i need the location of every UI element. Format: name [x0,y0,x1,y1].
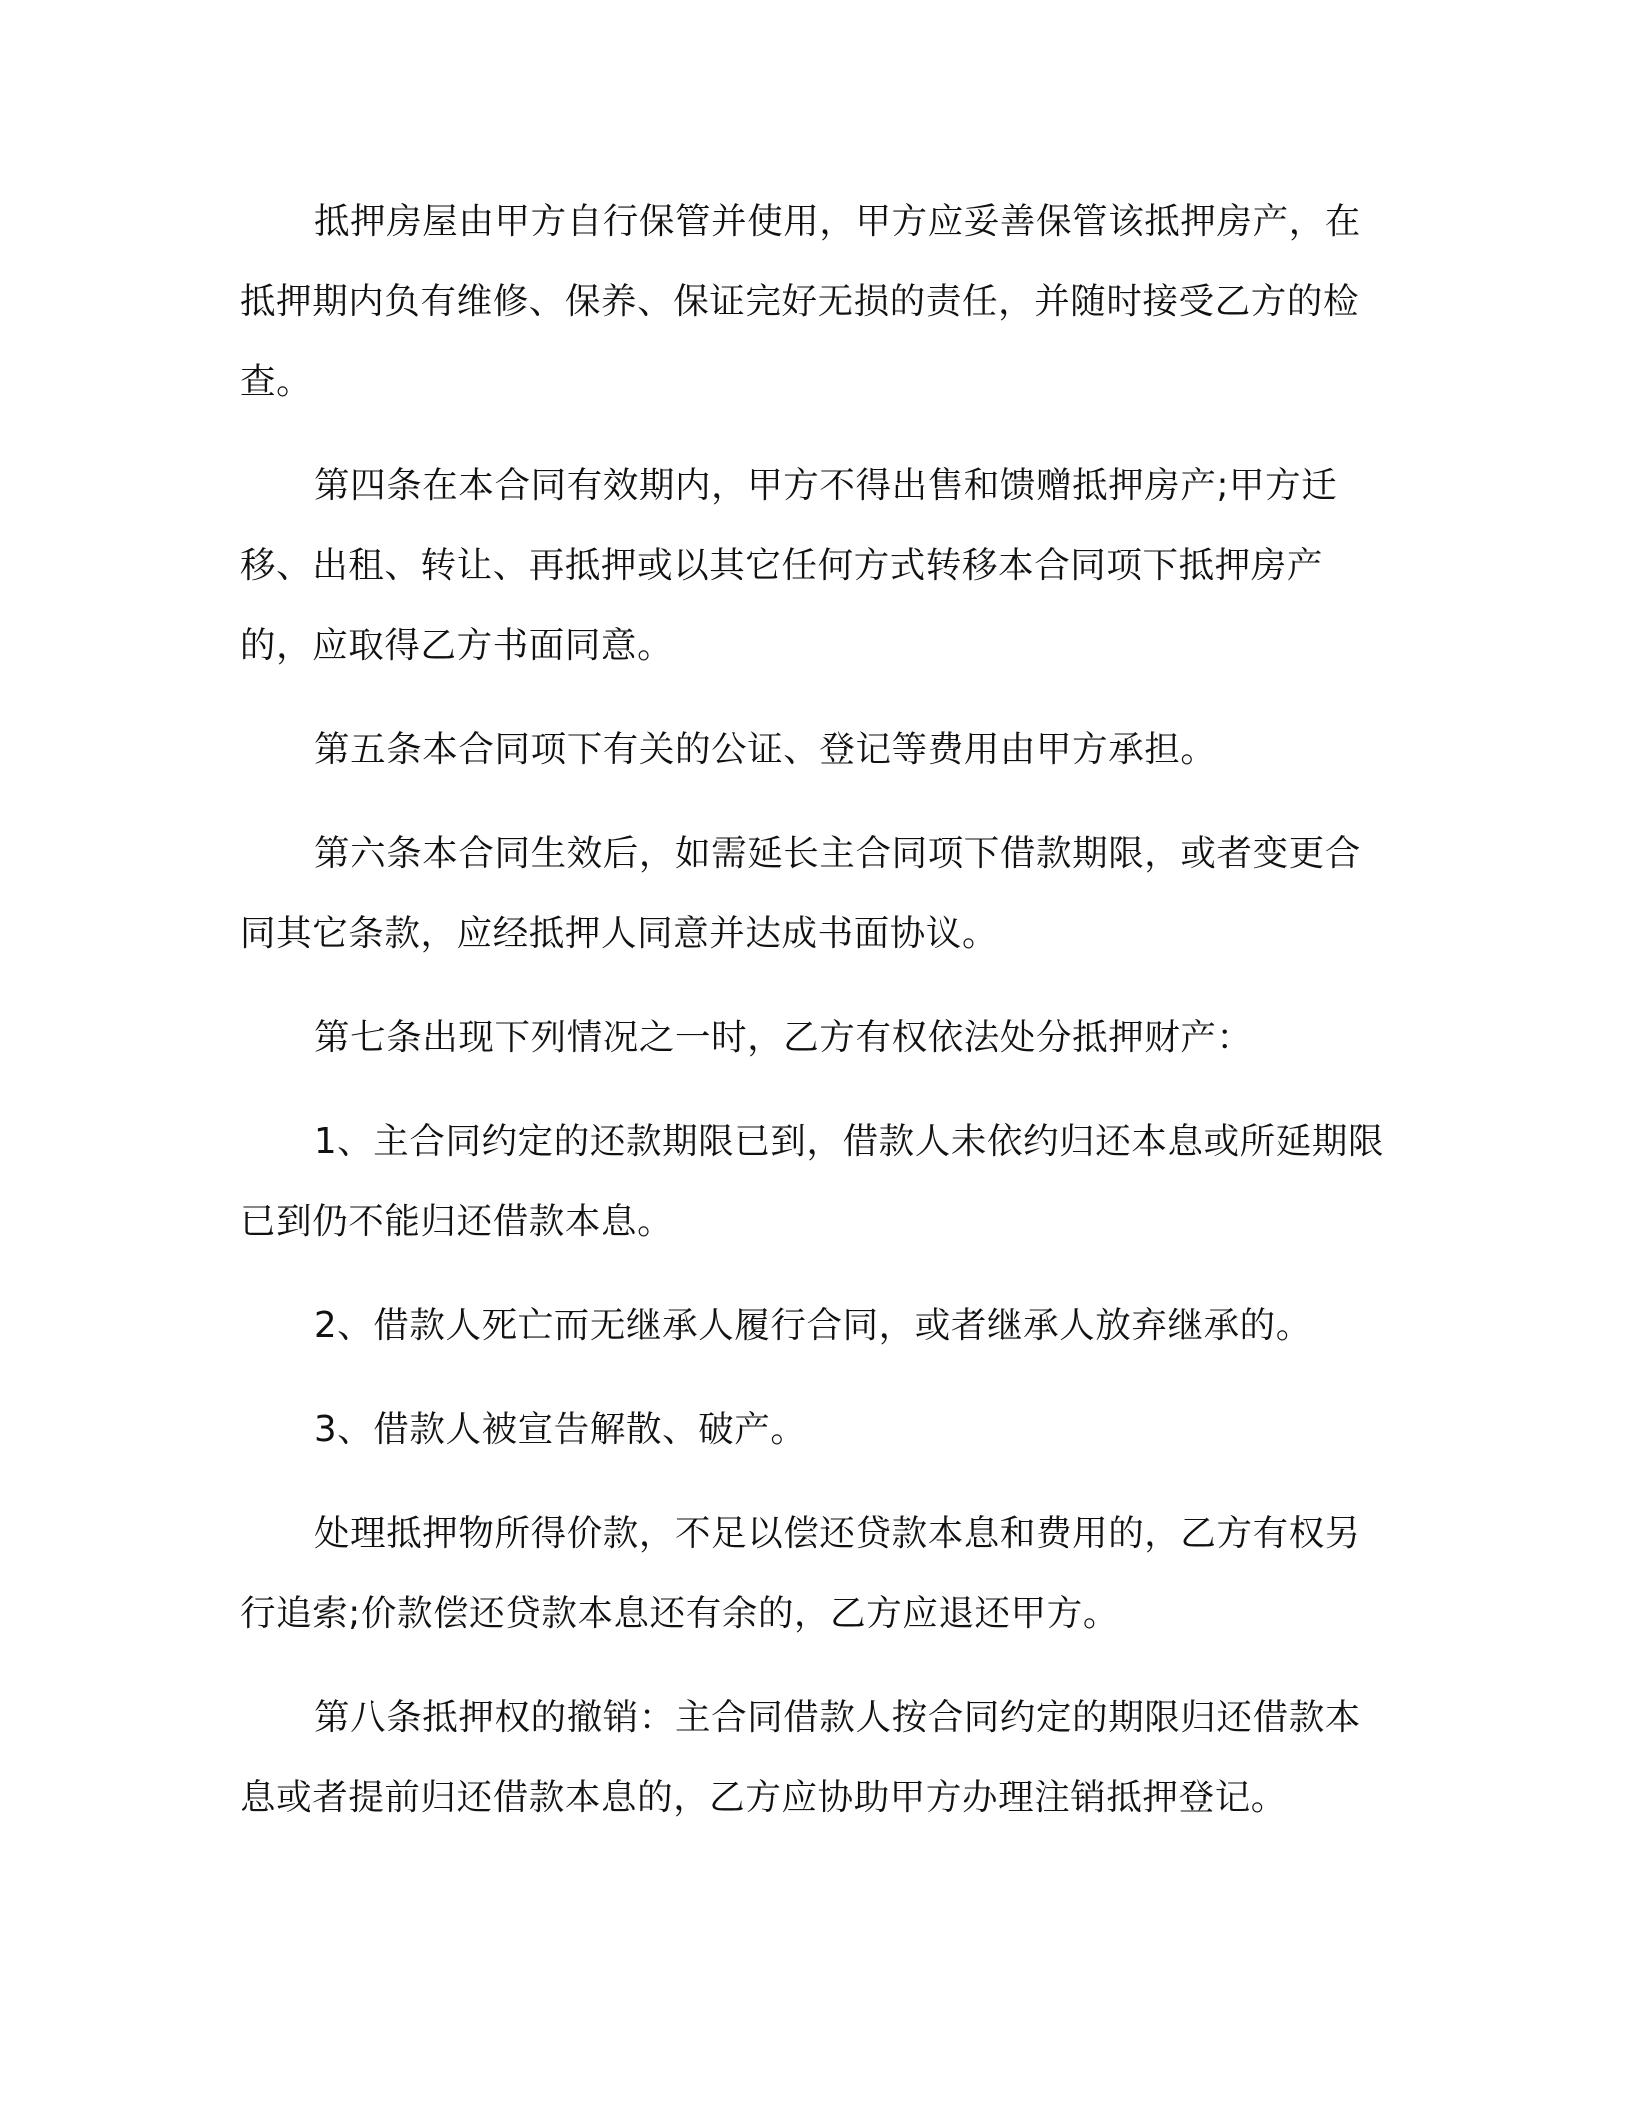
paragraph-article-5: 第五条本合同项下有关的公证、登记等费用由甲方承担。 [314,729,1217,770]
paragraph-article-6: 第六条本合同生效后，如需延长主合同项下借款期限，或者变更合同其它条款，应经抵押人同意并达成书面协议。 [240,833,1361,954]
document-body [240,182,1390,1862]
paragraph-custody: 抵押房屋由甲方自行保管并使用，甲方应妥善保管该抵押房产，在抵押期内负有维修、保养、保证完好无损的责任，并随时接受乙方的检查。 [240,201,1361,402]
paragraph-article-8: 第八条抵押权的撤销：主合同借款人按合同约定的期限归还借款本息或者提前归还借款本息的，乙方应协助甲方办理注销抵押登记。 [240,1697,1361,1818]
paragraph-article-4: 第四条在本合同有效期内，甲方不得出售和馈赠抵押房产;甲方迁移、出租、转让、再抵押或以其它任何方式转移本合同项下抵押房产的，应取得乙方书面同意。 [240,465,1338,666]
paragraph-article-7: 第七条出现下列情况之一时，乙方有权依法处分抵押财产： [314,1017,1253,1058]
paragraph-item-3: 3、借款人被宣告解散、破产。 [314,1409,807,1450]
paragraph-disposal: 处理抵押物所得价款，不足以偿还贷款本息和费用的，乙方有权另行追索;价款偿还贷款本息还有余的，乙方应退还甲方。 [240,1513,1361,1634]
paragraph-item-2: 2、借款人死亡而无继承人履行合同，或者继承人放弃继承的。 [314,1305,1312,1346]
paragraph-item-1: 1、主合同约定的还款期限已到，借款人未依约归还本息或所延期限已到仍不能归还借款本息。 [240,1121,1385,1242]
